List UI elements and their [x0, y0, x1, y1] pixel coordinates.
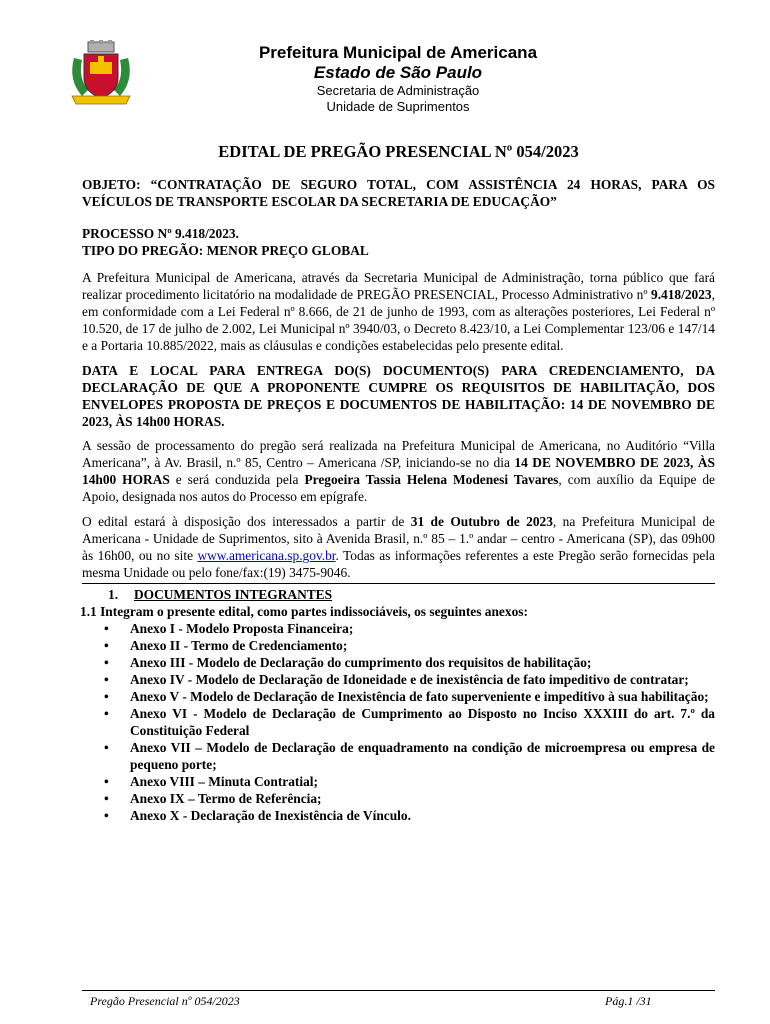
intro-process-ref: 9.418/2023 [651, 287, 712, 302]
session-text-e: , com auxílio da Equipe de Apoio, designada nos autos do Processo em epígrafe. [82, 472, 715, 504]
section-1-title: DOCUMENTOS INTEGRANTES [134, 587, 333, 602]
section-1-heading [108, 586, 715, 603]
section-divider [82, 583, 715, 584]
document-title: EDITAL DE PREGÃO PRESENCIAL Nº 054/2023 [218, 142, 579, 161]
annex-item: • Anexo IX – Termo de Referência; [82, 790, 715, 807]
intro-text-c: , em conformidade com a Lei Federal nº 8.666, de 21 de junho de 1993, com as alterações posteriores, Lei Federal nº 10.520, de 17 de julho de 2.002, Lei Municipal nº 3940/03, o Decreto 8.423/10, a Lei Complementar 123/06 e 147/14 e a Portaria 10.885/2022, mais as cláusulas e condições estabelecidas pelo presente edital. [82, 287, 715, 353]
annex-item: • Anexo V - Modelo de Declaração de Inexistência de fato superveniente e impeditivo à sua habilitação; [82, 688, 715, 705]
municipal-coat-of-arms-icon [66, 40, 136, 108]
department-name: Secretaria de Administração [316, 83, 480, 98]
process-number: PROCESSO Nº 9.418/2023. [82, 226, 239, 241]
availability-text-d: . Todas as informações referentes a este Pregão serão fornecidas pela mesma Unidade ou pelo fone/fax:(19) 3475-9046. [82, 548, 715, 580]
annex-item: • Anexo II - Termo de Credenciamento; [82, 637, 715, 654]
session-paragraph [82, 437, 715, 505]
date-location-statement: DATA E LOCAL PARA ENTREGA DO(S) DOCUMENTO(S) PARA CREDENCIAMENTO, DA DECLARAÇÃO DE QUE A PROPONENTE CUMPRE OS REQUISITOS DE HABILITAÇÃO, DOS ENVELOPES PROPOSTA DE PREÇOS E DOCUMENTOS DE HABILITAÇÃO: 14 DE NOVEMBRO DE 2023, ÀS 14h00 HORAS. [82, 363, 715, 429]
intro-text-a: A Prefeitura Municipal de Americana, através da Secretaria Municipal de Administração, torna público que fará realizar procedimento licitatório na modalidade de PREGÃO PRESENCIAL, Processo Administrativo nº [82, 270, 715, 302]
availability-paragraph [82, 513, 715, 581]
footer-document-ref: Pregão Presencial nº 054/2023 [90, 994, 240, 1008]
section-1-number: 1. [108, 587, 119, 602]
auction-type: TIPO DO PREGÃO: MENOR PREÇO GLOBAL [82, 243, 369, 258]
page-header [0, 0, 770, 125]
document-body [82, 140, 715, 824]
session-text-a: A sessão de processamento do pregão será realizada na Prefeitura Municipal de Americana, no Auditório “Villa Americana”, à Av. Brasil, n.º 85, Centro – Americana /SP, iniciando-se no dia [82, 438, 715, 470]
annex-item: • Anexo VI - Modelo de Declaração de Cumprimento ao Disposto no Inciso XXXIII do art. 7.º da Constituição Federal [82, 705, 715, 739]
availability-text-c: , na Prefeitura Municipal de Americana - Unidade de Suprimentos, sito à Avenida Brasil, n.º 85 – 1.º andar – centro - Americana (SP), das 09h00 às 16h00, ou no site [82, 514, 715, 563]
footer-divider [82, 990, 715, 991]
footer-page-number: Pág.1 /31 [605, 994, 652, 1008]
intro-paragraph [82, 269, 715, 354]
availability-text-a: O edital estará à disposição dos interessados a partir de [82, 514, 411, 529]
availability-date: 31 de Outubro de 2023 [410, 514, 553, 529]
section-1-intro: 1.1 Integram o presente edital, como partes indissociáveis, os seguintes anexos: [80, 604, 528, 619]
annex-list [82, 620, 715, 824]
state-name: Estado de São Paulo [313, 63, 483, 82]
session-date: 14 DE NOVEMBRO DE 2023, ÀS 14h00 HORAS [82, 455, 715, 487]
header-text [200, 43, 596, 115]
session-text-c: e será conduzida pela [169, 472, 305, 487]
annex-item: • Anexo VII – Modelo de Declaração de enquadramento na condição de microempresa ou empresa de pequeno porte; [82, 739, 715, 773]
annex-item: • Anexo I - Modelo Proposta Financeira; [82, 620, 715, 637]
auctioneer-name: Pregoeira Tassia Helena Modenesi Tavares [304, 472, 559, 487]
annex-item: • Anexo III - Modelo de Declaração do cumprimento dos requisitos de habilitação; [82, 654, 715, 671]
object-statement: OBJETO: “CONTRATAÇÃO DE SEGURO TOTAL, COM ASSISTÊNCIA 24 HORAS, PARA OS VEÍCULOS DE TRANSPORTE ESCOLAR DA SECRETARIA DE EDUCAÇÃO” [82, 177, 715, 209]
annex-item: • Anexo VIII – Minuta Contratial; [82, 773, 715, 790]
website-link[interactable]: www.americana.sp.gov.br [197, 548, 336, 563]
municipality-name: Prefeitura Municipal de Americana [258, 43, 538, 62]
annex-item: • Anexo IV - Modelo de Declaração de Idoneidade e de inexistência de fato impeditivo de contratar; [82, 671, 715, 688]
unit-name: Unidade de Suprimentos [326, 99, 470, 114]
annex-item: • Anexo X - Declaração de Inexistência de Vínculo. [82, 807, 715, 824]
